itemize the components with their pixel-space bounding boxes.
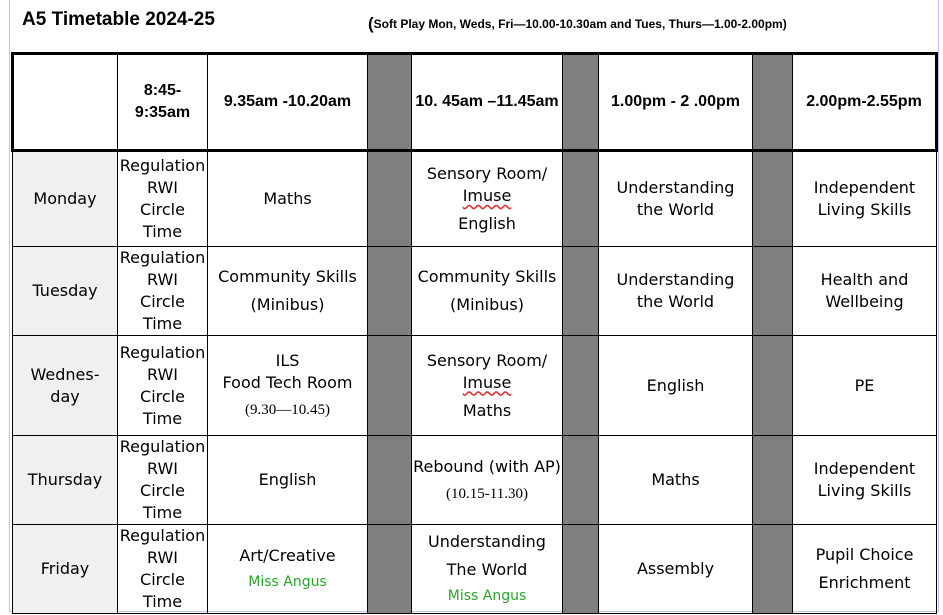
session-line: the World <box>636 200 715 219</box>
session-line: (Minibus) <box>450 295 524 314</box>
session-line: Circle Time <box>140 570 185 611</box>
session-cell <box>412 525 563 614</box>
day-row-wednesday <box>13 336 937 436</box>
break-column <box>753 54 793 151</box>
session-line: (Minibus) <box>250 295 325 314</box>
session-line: RWI <box>146 364 178 384</box>
break-column <box>753 247 793 336</box>
session-line: PE <box>854 375 875 395</box>
session-line: Circle Time <box>140 292 185 333</box>
break-column <box>368 54 412 151</box>
day-cell <box>13 436 118 525</box>
session-line: ILS <box>275 351 300 370</box>
session-cell <box>599 436 753 525</box>
session-line: Health and <box>820 270 909 289</box>
break-column <box>563 151 599 247</box>
time-header: 9.35am -10.20am <box>208 54 368 151</box>
session-cell <box>208 525 368 614</box>
break-column <box>563 54 599 151</box>
session-line: English <box>646 375 705 395</box>
session-line: Maths <box>651 470 700 489</box>
day-label: Thursday <box>27 470 103 489</box>
session-line: RWI <box>146 178 178 197</box>
time-header: 8:45-9:35am <box>118 54 208 151</box>
session-cell <box>793 436 937 525</box>
session-line: Living Skills <box>817 481 912 500</box>
session-line: (10.15-11.30) <box>446 485 528 502</box>
session-cell <box>599 336 753 436</box>
session-line: English <box>458 214 516 233</box>
day-row-friday <box>13 525 937 614</box>
teacher-note: Miss Angus <box>447 588 527 604</box>
day-label: day <box>50 386 80 406</box>
session-cell <box>412 247 563 336</box>
break-column <box>563 336 599 436</box>
header-row <box>13 54 937 151</box>
break-column <box>753 436 793 525</box>
early-session-cell <box>118 336 208 436</box>
day-cell <box>13 247 118 336</box>
session-cell <box>208 336 368 436</box>
session-line: Sensory Room/ <box>426 350 548 370</box>
session-cell <box>412 436 563 525</box>
day-row-tuesday <box>13 247 937 336</box>
session-line: English <box>258 470 317 489</box>
session-cell <box>412 151 563 247</box>
session-line: Regulation <box>119 156 206 175</box>
break-column <box>563 525 599 614</box>
break-column <box>563 436 599 525</box>
break-column <box>753 336 793 436</box>
time-header: 2.00pm-2.55pm <box>793 54 937 151</box>
session-line: Circle Time <box>140 386 185 428</box>
early-session-cell <box>118 247 208 336</box>
session-cell <box>793 525 937 614</box>
session-cell <box>599 151 753 247</box>
day-label: Monday <box>33 189 97 208</box>
timetable <box>11 52 938 614</box>
session-line: Community Skills <box>417 267 557 286</box>
session-cell <box>599 525 753 614</box>
session-line: Enrichment <box>818 573 911 592</box>
day-cell <box>13 336 118 436</box>
day-cell <box>13 151 118 247</box>
early-session-cell <box>118 525 208 614</box>
day-label: Friday <box>40 559 90 578</box>
session-line: Imuse <box>462 372 512 392</box>
session-line: Independent <box>813 178 916 197</box>
session-line: Regulation <box>119 342 206 362</box>
day-row-monday <box>13 151 937 247</box>
break-column <box>368 436 412 525</box>
session-line: the World <box>636 292 715 311</box>
session-line: Maths <box>263 189 312 208</box>
time-header: 10. 45am –11.45am <box>412 54 563 151</box>
break-column <box>753 525 793 614</box>
session-line: Regulation <box>119 248 206 267</box>
break-column <box>368 525 412 614</box>
day-cell <box>13 525 118 614</box>
session-line: Understanding <box>428 532 546 551</box>
session-cell <box>793 151 937 247</box>
session-cell <box>793 336 937 436</box>
session-line: The World <box>446 560 528 579</box>
session-line: Sensory Room/ <box>426 164 548 183</box>
session-line: Maths <box>462 400 512 420</box>
session-line: Regulation <box>119 526 206 545</box>
session-line: Circle Time <box>140 481 185 522</box>
session-cell <box>412 336 563 436</box>
session-cell <box>208 151 368 247</box>
day-label: Wednes- <box>30 364 100 384</box>
session-line: Food Tech Room <box>222 373 353 392</box>
session-line: Community Skills <box>218 267 357 286</box>
session-line: Understanding <box>616 178 735 197</box>
session-cell <box>208 436 368 525</box>
session-line: RWI <box>146 548 178 567</box>
day-row-thursday <box>13 436 937 525</box>
break-column <box>368 336 412 436</box>
session-cell <box>793 247 937 336</box>
page-title: A5 Timetable 2024-25 <box>22 9 215 30</box>
break-column <box>368 151 412 247</box>
session-line: Assembly <box>636 559 715 578</box>
session-line: Circle Time <box>140 200 185 241</box>
session-line: Understanding <box>616 270 735 289</box>
soft-play-note <box>368 13 787 33</box>
session-line: Wellbeing <box>825 292 904 311</box>
session-line: Art/Creative <box>239 546 336 565</box>
early-session-cell <box>118 436 208 525</box>
session-line: Living Skills <box>817 200 912 219</box>
session-cell <box>599 247 753 336</box>
session-line: Regulation <box>119 437 206 456</box>
session-line: Imuse <box>462 186 512 205</box>
soft-play-paren: ( <box>368 14 374 33</box>
session-line: Pupil Choice <box>815 545 914 564</box>
session-line: RWI <box>146 270 178 289</box>
teacher-note: Miss Angus <box>248 574 327 590</box>
session-line: Independent <box>813 459 916 478</box>
session-line: RWI <box>146 459 178 478</box>
time-header: 1.00pm - 2 .00pm <box>599 54 753 151</box>
break-column <box>563 247 599 336</box>
corner-cell <box>13 54 118 151</box>
day-label: Tuesday <box>32 281 98 300</box>
break-column <box>368 247 412 336</box>
session-line: (9.30—10.45) <box>245 402 330 418</box>
early-session-cell <box>118 151 208 247</box>
session-cell <box>208 247 368 336</box>
break-column <box>753 151 793 247</box>
soft-play-text: Soft Play Mon, Weds, Fri—10.00-10.30am and Tues, Thurs—1.00-2.00pm) <box>373 17 787 31</box>
session-line: Rebound (with AP) <box>413 456 561 476</box>
